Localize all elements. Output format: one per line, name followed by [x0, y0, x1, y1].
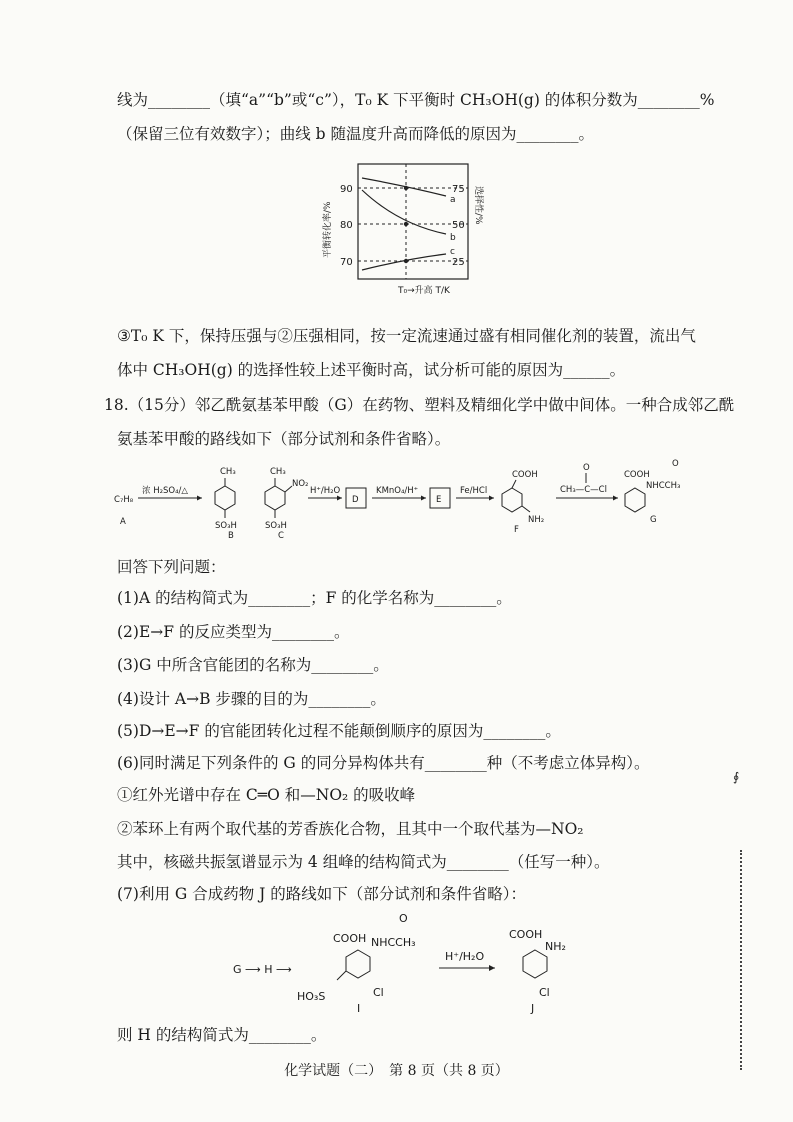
svg-text:NHCCH₃: NHCCH₃: [371, 936, 416, 949]
svg-text:CH₃: CH₃: [220, 467, 236, 477]
text-line-4: 体中 CH₃OH(g) 的选择性较上述平衡时高，试分析可能的原因为______。: [117, 361, 626, 379]
svg-text:E: E: [436, 495, 442, 505]
side-mark: ∮: [733, 770, 740, 784]
text-line-7: 回答下列问题：: [117, 558, 226, 576]
series-label-c: c: [450, 247, 455, 257]
svg-text:J: J: [531, 1002, 535, 1015]
text-line-18: 则 H 的结构简式为________。: [117, 1026, 327, 1044]
page-footer: 化学试题（二） 第 8 页（共 8 页）: [284, 1063, 509, 1079]
svg-text:CH₃: CH₃: [270, 467, 286, 477]
svg-text:COOH: COOH: [624, 470, 650, 480]
svg-text:COOH: COOH: [333, 932, 367, 945]
svg-text:A: A: [120, 517, 126, 527]
text-line-14: ①红外光谱中存在 C═O 和—NO₂ 的吸收峰: [117, 786, 416, 804]
svg-text:NHCCH₃: NHCCH₃: [646, 481, 681, 491]
svg-text:H⁺/H₂O: H⁺/H₂O: [310, 486, 341, 496]
svg-text:H⁺/H₂O: H⁺/H₂O: [445, 950, 485, 963]
svg-text:D: D: [352, 495, 359, 505]
synthesis-scheme: [110, 458, 710, 543]
series-label-b: b: [450, 233, 456, 243]
series-label-a: a: [450, 195, 456, 205]
svg-text:NH₂: NH₂: [528, 515, 545, 525]
tick-right-25: 25: [452, 257, 465, 268]
text-line-3: ③T₀ K 下，保持压强与②压强相同，按一定流速通过盛有相同催化剂的装置，流出气: [117, 327, 696, 345]
svg-text:Cl: Cl: [373, 986, 384, 999]
tick-left-80: 80: [340, 220, 353, 231]
curve-b: [362, 190, 446, 234]
curve-a: [362, 178, 446, 196]
binding-line: [740, 850, 742, 1070]
svg-text:SO₃H: SO₃H: [215, 521, 237, 531]
text-line-12: (5)D→E→F 的官能团转化过程不能颠倒顺序的原因为________。: [117, 722, 561, 740]
tick-left-70: 70: [340, 257, 353, 268]
svg-text:O: O: [399, 912, 408, 925]
text-line-17: (7)利用 G 合成药物 J 的路线如下（部分试剂和条件省略）：: [117, 885, 527, 903]
text-line-13: (6)同时满足下列条件的 G 的同分异构体共有________种（不考虑立体异构）。: [117, 754, 650, 772]
svg-text:HO₃S: HO₃S: [297, 990, 326, 1003]
x-label: T₀→升高 T/K: [398, 286, 450, 296]
svg-text:Fe/HCl: Fe/HCl: [460, 486, 488, 496]
svg-text:NO₂: NO₂: [292, 479, 309, 489]
text-line-2: （保留三位有效数字）；曲线 b 随温度升高而降低的原因为________。: [117, 125, 595, 143]
svg-text:C₇H₈: C₇H₈: [114, 495, 134, 505]
text-line-8: (1)A 的结构简式为________；F 的化学名称为________。: [117, 589, 512, 607]
svg-text:浓 H₂SO₄/△: 浓 H₂SO₄/△: [142, 486, 188, 496]
tick-right-75: 75: [452, 184, 465, 195]
text-line-1: 线为________（填“a”“b”或“c”），T₀ K 下平衡时 CH₃OH(g) 的体积分数为________%: [117, 91, 715, 109]
text-line-15: ②苯环上有两个取代基的芳香族化合物，且其中一个取代基为—NO₂: [117, 820, 584, 838]
svg-text:Cl: Cl: [539, 986, 550, 999]
y-label-left: 平衡转化率/%: [323, 201, 333, 258]
text-line-10: (3)G 中所含官能团的名称为________。: [117, 656, 389, 674]
svg-text:G ⟶ H ⟶: G ⟶ H ⟶: [233, 963, 292, 976]
curve-c: [362, 254, 446, 270]
synthesis-scheme-j: [225, 908, 605, 1023]
text-line-6: 氨基苯甲酸的路线如下（部分试剂和条件省略）。: [117, 430, 451, 448]
svg-text:O: O: [672, 459, 679, 469]
equilibrium-chart: [318, 158, 488, 298]
svg-text:CH₃—C—Cl: CH₃—C—Cl: [560, 485, 607, 495]
text-line-16: 其中，核磁共振氢谱显示为 4 组峰的结构简式为________（任写一种）。: [117, 853, 610, 871]
svg-text:I: I: [357, 1002, 361, 1015]
tick-left-90: 90: [340, 184, 353, 195]
svg-text:F: F: [514, 525, 519, 535]
text-line-11: (4)设计 A→B 步骤的目的为________。: [117, 690, 386, 708]
svg-text:COOH: COOH: [512, 470, 538, 480]
text-line-5: 18.（15分）邻乙酰氨基苯甲酸（G）在药物、塑料及精细化学中做中间体。一种合成邻乙酰: [104, 396, 735, 414]
svg-text:NH₂: NH₂: [545, 940, 566, 953]
svg-text:O: O: [583, 463, 590, 473]
svg-text:COOH: COOH: [509, 928, 543, 941]
y-label-right: 选择性/%: [473, 186, 483, 225]
svg-text:G: G: [650, 515, 657, 525]
svg-text:C: C: [278, 531, 284, 541]
text-line-9: (2)E→F 的反应类型为________。: [117, 623, 350, 641]
tick-right-50: 50: [452, 220, 465, 231]
svg-text:SO₃H: SO₃H: [265, 521, 287, 531]
svg-text:B: B: [228, 531, 234, 541]
svg-text:KMnO₄/H⁺: KMnO₄/H⁺: [376, 486, 419, 496]
